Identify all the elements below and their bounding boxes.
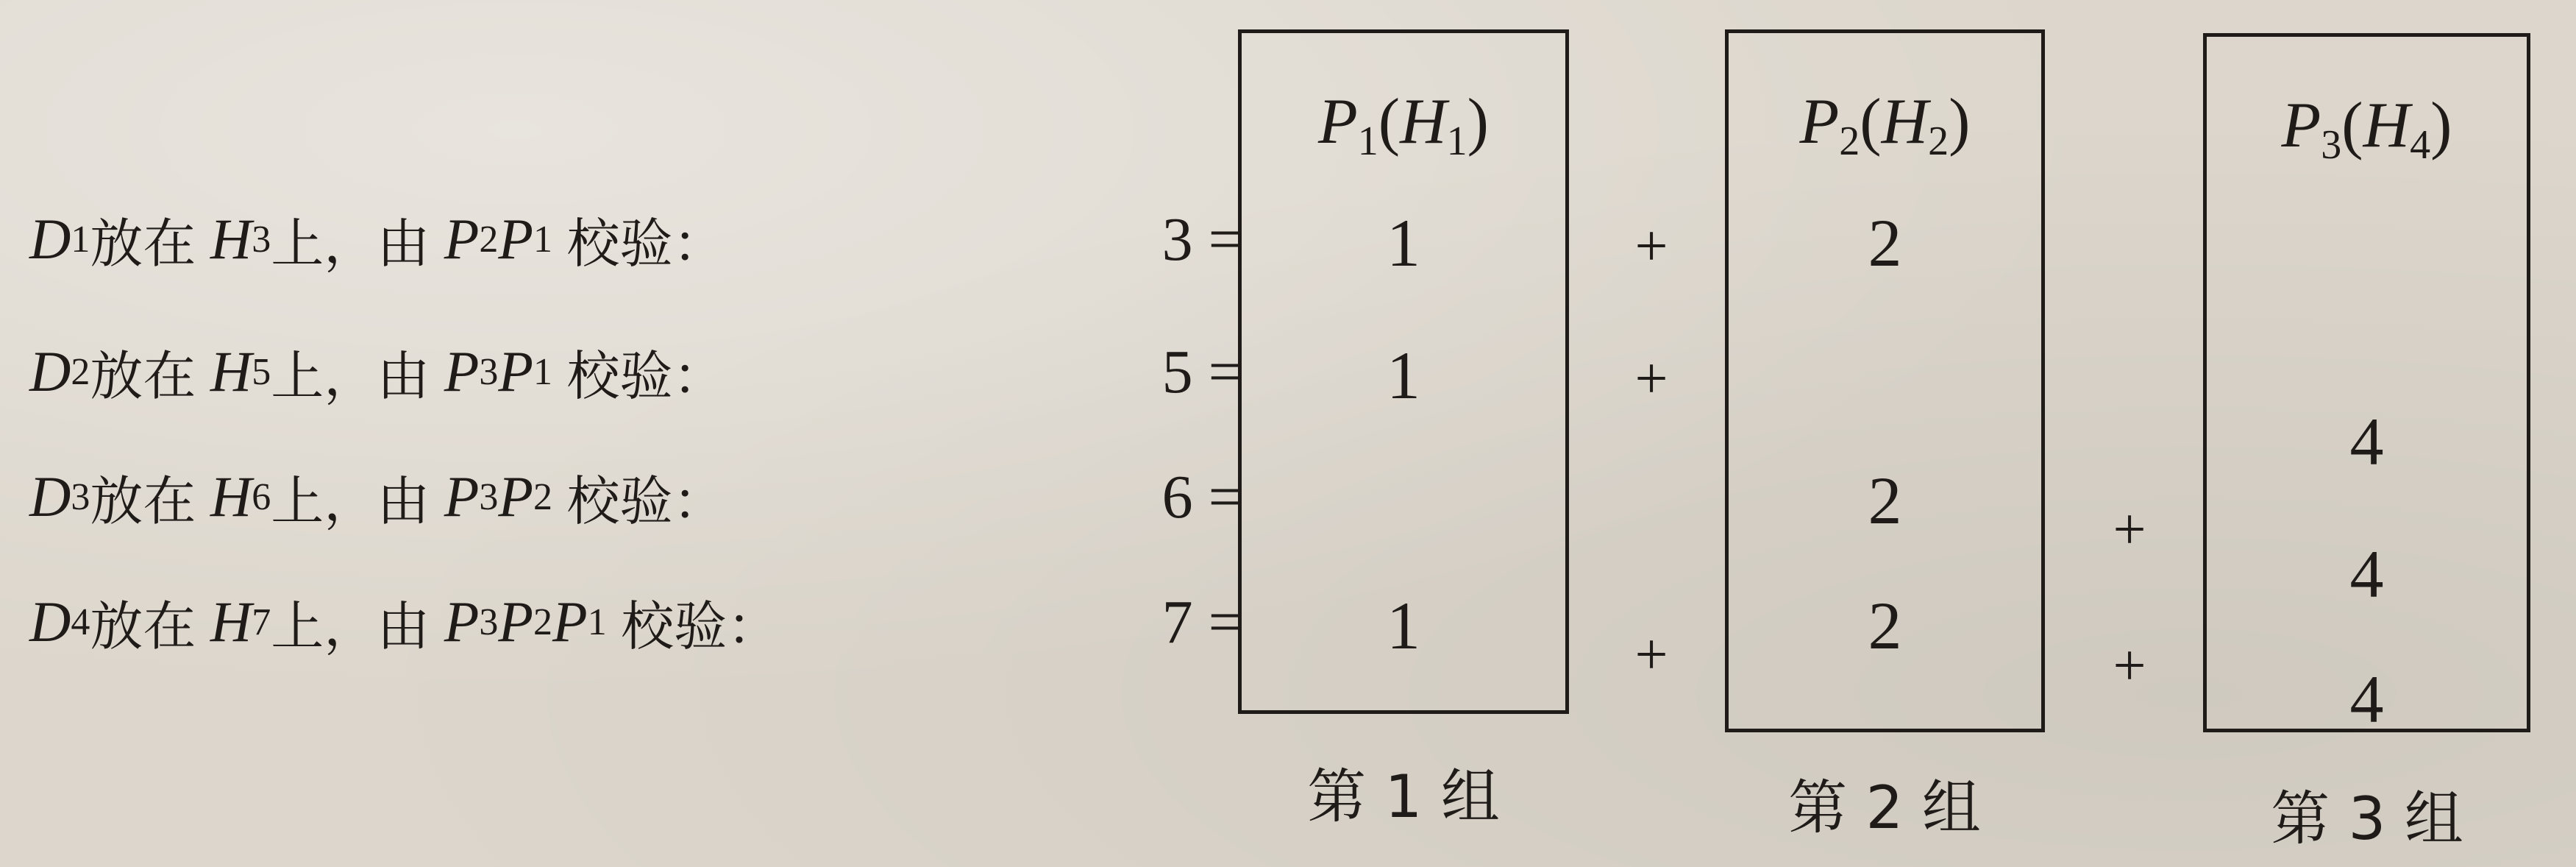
group-3-cell-row-2: 4	[2349, 404, 2384, 479]
d-variable: D	[29, 464, 71, 528]
p-variable: P	[2281, 90, 2321, 161]
group-3-cell-row-1	[2207, 199, 2527, 287]
group-1-cell-row-2: 1	[1387, 338, 1420, 413]
row-1-description	[29, 195, 726, 283]
text-place: 放在	[90, 213, 196, 275]
h-variable: H	[2363, 90, 2410, 161]
p-variable: P	[498, 590, 534, 654]
d-subscript: 3	[71, 475, 90, 518]
plus-sign-row-3-a	[1615, 464, 1688, 552]
h-subscript: 4	[2410, 122, 2431, 168]
group-3-cell-row-4: 4	[2349, 662, 2384, 737]
group-1-cell-row-4: 1	[1387, 588, 1420, 663]
group-1-cell-row-1: 1	[1387, 205, 1420, 280]
p-subscript: 3	[2321, 122, 2342, 168]
plus-sign-row-2-b	[2093, 335, 2166, 423]
p-subscript: 2	[533, 475, 553, 518]
plus-sign-row-2-a: +	[1634, 346, 1668, 411]
p-variable: P	[444, 339, 480, 403]
text-by: 上，由	[271, 345, 430, 407]
p-variable: P	[498, 339, 534, 403]
h-variable: H	[1881, 86, 1929, 158]
text-place: 放在	[90, 470, 196, 532]
p-subscript: 2	[1839, 118, 1860, 164]
row-3-description	[29, 453, 726, 541]
group-3-box	[2203, 33, 2530, 737]
equation-row-4: 7 =	[1161, 587, 1243, 657]
plus-sign-row-3-b: +	[2113, 497, 2146, 562]
p-subscript: 2	[533, 601, 553, 643]
group-2-cell-row-3: 2	[1868, 463, 1902, 538]
group-3-cell-row-3: 4	[2349, 537, 2384, 612]
plus-sign-row-1-b	[2093, 202, 2166, 291]
p-variable: P	[552, 590, 588, 654]
group-2-cell-row-1: 2	[1868, 205, 1902, 280]
h-subscript: 1	[1446, 118, 1467, 164]
p-variable: P	[444, 464, 480, 528]
d-variable: D	[29, 339, 71, 403]
text-check: 校验：	[566, 345, 726, 407]
p-variable: P	[1318, 86, 1358, 158]
p-subscript: 1	[1357, 118, 1378, 164]
equation-row-2: 5 =	[1161, 337, 1243, 406]
h-subscript: 3	[252, 218, 271, 261]
text-check: 校验：	[566, 213, 726, 275]
group-1-label: 第 1 组	[1307, 762, 1500, 831]
plus-sign-row-1-a: +	[1634, 213, 1668, 279]
text-by: 上，由	[271, 470, 430, 532]
plus-sign-row-4-a: +	[1634, 622, 1668, 687]
group-3-title: $P_3(H_4)$	[2281, 90, 2452, 168]
h-variable: H	[210, 339, 252, 403]
d-subscript: 1	[71, 218, 90, 261]
plus-sign-row-4-b: +	[2113, 633, 2146, 698]
p-variable: P	[444, 207, 480, 271]
group-1-box	[1238, 29, 1569, 714]
d-variable: D	[29, 590, 71, 654]
h-variable: H	[1400, 86, 1447, 158]
d-subscript: 2	[71, 350, 90, 393]
text-by: 上，由	[271, 595, 430, 657]
h-variable: H	[210, 464, 252, 528]
p-variable: P	[444, 590, 480, 654]
h-variable: H	[210, 207, 252, 271]
text-place: 放在	[90, 595, 196, 657]
text-check: 校验：	[621, 595, 780, 657]
text-check: 校验：	[566, 470, 726, 532]
h-subscript: 6	[252, 475, 271, 518]
group-1-cell-row-3	[1242, 456, 1565, 545]
d-variable: D	[29, 207, 71, 271]
row-2-description	[29, 328, 726, 416]
h-variable: H	[210, 590, 252, 654]
group-2-label: 第 2 组	[1788, 773, 1981, 842]
p-variable: P	[498, 464, 534, 528]
p-subscript: 2	[479, 218, 499, 261]
group-2-title: $P_2(H_2)$	[1799, 86, 1971, 164]
p-subscript: 3	[479, 350, 499, 393]
group-2-cell-row-4: 2	[1868, 588, 1902, 663]
group-3-label: 第 3 组	[2271, 784, 2463, 853]
group-1-title: $P_1(H_1)$	[1318, 86, 1489, 164]
row-4-description	[29, 578, 780, 666]
text-place: 放在	[90, 345, 196, 407]
p-subscript: 3	[479, 475, 499, 518]
p-subscript: 3	[479, 601, 499, 643]
h-subscript: 5	[252, 350, 271, 393]
equation-row-1: 3 =	[1161, 205, 1243, 274]
equation-row-3: 6 =	[1161, 462, 1243, 531]
d-subscript: 4	[71, 601, 90, 643]
p-subscript: 1	[587, 601, 607, 643]
group-2-cell-row-2	[1729, 331, 2041, 420]
h-subscript: 2	[1928, 118, 1949, 164]
p-variable: P	[1799, 86, 1840, 158]
p-variable: P	[498, 207, 534, 271]
h-subscript: 7	[252, 601, 271, 643]
p-subscript: 1	[533, 218, 553, 261]
p-subscript: 1	[533, 350, 553, 393]
group-2-box	[1725, 29, 2045, 732]
text-by: 上，由	[271, 213, 430, 275]
